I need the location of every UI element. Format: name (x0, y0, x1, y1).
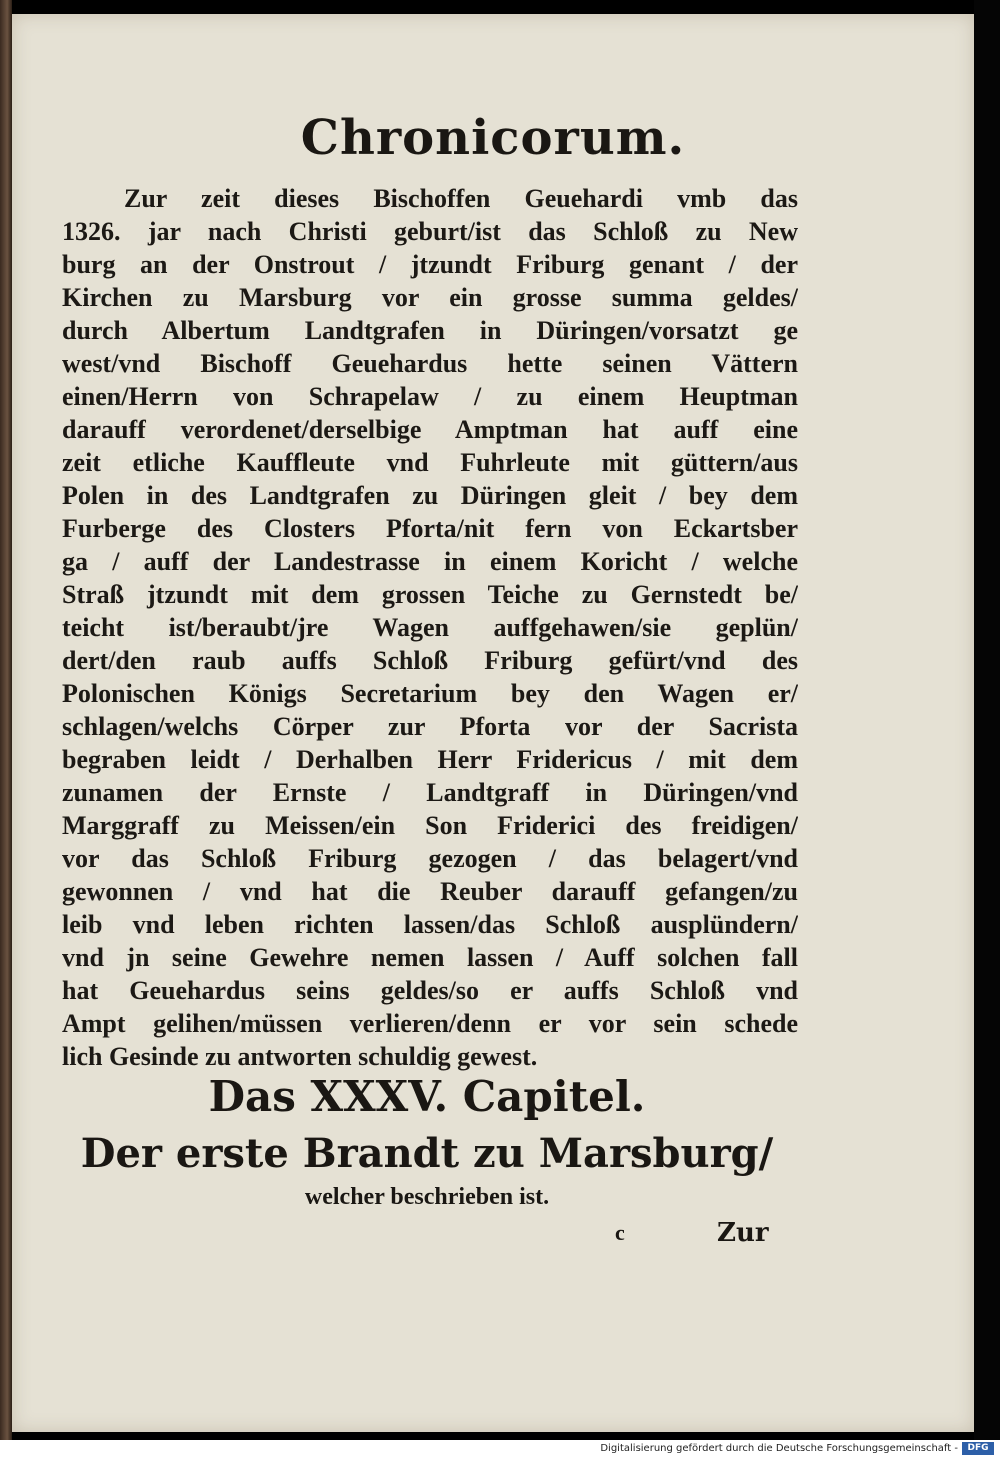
text-line: vor das Schloß Friburg gezogen / das belagert/vnd (62, 844, 798, 873)
book-spine-edge (0, 0, 12, 1440)
page-header-title: Chronicorum. (300, 110, 686, 166)
body-text (62, 182, 798, 1073)
text-line: lich Gesinde zu antworten schuldig gewest. (62, 1042, 538, 1071)
text-line: Polen in des Landtgrafen zu Düringen gleit / bey dem (62, 481, 798, 510)
text-line: darauff verordenet/derselbige Amptman hat auff eine (62, 415, 798, 444)
scan-border-right (974, 0, 1000, 1440)
signature-mark: c (615, 1220, 625, 1245)
footer-bar (0, 1440, 1000, 1458)
text-line: dert/den raub auffs Schloß Friburg gefürt/vnd des (62, 646, 798, 675)
catchword: Zur (717, 1218, 769, 1248)
text-line: teicht ist/beraubt/jre Wagen auffgehawen/sie geplün/ (62, 613, 798, 642)
text-line: zeit etliche Kauffleute vnd Fuhrleute mit güttern/aus (62, 448, 798, 477)
text-line: zunamen der Ernste / Landtgraff in Düringen/vnd (62, 778, 798, 807)
text-line: leib vnd leben richten lassen/das Schloß ausplündern/ (62, 910, 798, 939)
text-line: einen/Herrn von Schrapelaw / zu einem Heuptman (62, 382, 798, 411)
text-line: vnd jn seine Gewehre nemen lassen / Auff solchen fall (62, 943, 798, 972)
text-line: 1326. jar nach Christi geburt/ist das Schloß zu New (62, 217, 798, 246)
funding-notice: Digitalisierung gefördert durch die Deutsche Forschungsgemeinschaft - (600, 1443, 958, 1454)
text-line: Ampt gelihen/müssen verlieren/denn er vor sein schede (62, 1009, 798, 1038)
text-line: schlagen/welchs Cörper zur Pforta vor der Sacrista (62, 712, 798, 741)
text-line: west/vnd Bischoff Geuehardus hette seinen Vättern (62, 349, 798, 378)
text-line: Marggraff zu Meissen/ein Son Friderici des freidigen/ (62, 811, 798, 840)
text-line: begraben leidt / Derhalben Herr Fridericus / mit dem (62, 745, 798, 774)
chapter-subtitle-line-2: welcher beschrieben ist. (304, 1184, 550, 1210)
text-line: Straß jtzundt mit dem grossen Teiche zu Gernstedt be/ (62, 580, 798, 609)
text-line: ga / auff der Landestrasse in einem Koricht / welche (62, 547, 798, 576)
text-line: hat Geuehardus seins geldes/so er auffs Schloß vnd (62, 976, 798, 1005)
dfg-logo: DFG (962, 1442, 994, 1455)
chapter-subtitle: Der erste Brandt zu Marsburg/ (80, 1130, 774, 1177)
text-line: Furberge des Closters Pforta/nit fern von Eckartsber (62, 514, 798, 543)
text-line: Kirchen zu Marsburg vor ein grosse summa geldes/ (62, 283, 798, 312)
text-line: burg an der Onstrout / jtzundt Friburg genant / der (62, 250, 798, 279)
chapter-title: Das XXXV. Capitel. (208, 1072, 646, 1121)
text-line: Polonischen Königs Secretarium bey den Wagen er/ (62, 679, 798, 708)
text-line: gewonnen / vnd hat die Reuber darauff gefangen/zu (62, 877, 798, 906)
text-line: durch Albertum Landtgrafen in Düringen/vorsatzt ge (62, 316, 798, 345)
text-line: Zur zeit dieses Bischoffen Geuehardi vmb das (124, 184, 798, 213)
book-page (12, 14, 974, 1432)
